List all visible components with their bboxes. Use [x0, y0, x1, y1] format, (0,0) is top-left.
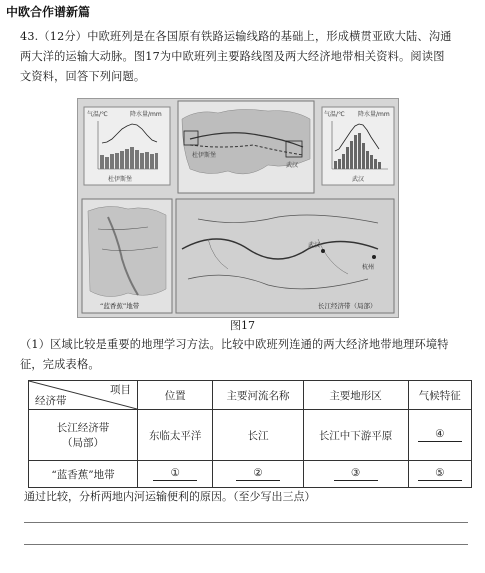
row-name-cell — [29, 410, 138, 461]
yangtze-city-wuhan: 武汉 — [308, 242, 321, 249]
part1-line: （1）区域比较是重要的地理学习方法。比较中欧班列连通的两大经济地带地理环境特 — [20, 338, 449, 351]
answer-blank-2[interactable]: ② — [236, 467, 280, 481]
table-cell[interactable] — [408, 461, 471, 488]
question-text — [20, 27, 475, 87]
part1-text — [20, 335, 475, 375]
table-cell: 长江 — [213, 410, 303, 461]
table-row — [29, 461, 472, 488]
part1-line: 征，完成表格。 — [20, 358, 100, 371]
table-cell[interactable] — [408, 410, 471, 461]
climate-left-title: 气温/℃ — [87, 111, 108, 118]
question-line: 文资料，回答下列问题。 — [20, 70, 146, 83]
table-cell[interactable] — [138, 461, 213, 488]
route-map — [178, 101, 314, 193]
row-name-sub: （局部） — [62, 437, 104, 449]
table-cell: 东临太平洋 — [138, 410, 213, 461]
corner-bottom-label: 经济带 — [35, 395, 67, 407]
climate-left-title2: 降水量/mm — [130, 111, 162, 118]
answer-blank-4[interactable]: ④ — [418, 428, 462, 442]
question-line: 两大洋的运输大动脉。图17为中欧班列主要路线图及两大经济地带相关资料。阅读图 — [20, 50, 445, 63]
table-cell[interactable] — [303, 461, 408, 488]
table-cell[interactable] — [213, 461, 303, 488]
answer-line[interactable] — [24, 544, 468, 545]
part2-text: 通过比较，分析两地内河运输便利的原因。（至少写出三点） — [24, 490, 316, 503]
corner-top-label: 项目 — [110, 384, 131, 396]
blue-banana-label: “蓝香蕉”地带 — [100, 302, 140, 310]
figure-17 — [77, 98, 399, 318]
table-header-row — [29, 381, 472, 410]
map-city-duisburg: 杜伊斯堡 — [192, 152, 217, 159]
figure-caption: 图17 — [230, 319, 255, 332]
table-header-cell: 主要地形区 — [303, 381, 408, 410]
table-header-cell: 气候特征 — [408, 381, 471, 410]
table-header-cell: 主要河流名称 — [213, 381, 303, 410]
blue-banana-map — [82, 199, 172, 313]
answer-blank-3[interactable]: ③ — [334, 467, 378, 481]
answer-blank-5[interactable]: ⑤ — [418, 467, 462, 481]
comparison-table — [28, 380, 472, 488]
climate-right-title2: 降水量/mm — [358, 111, 390, 118]
yangtze-map — [176, 199, 394, 313]
climate-chart-left — [84, 107, 170, 185]
table-header-cell: 位置 — [138, 381, 213, 410]
yangtze-label: 长江经济带（局部） — [318, 302, 377, 310]
map-city-wuhan: 武汉 — [286, 162, 299, 169]
question-line: 43.（12分）中欧班列是在各国原有铁路运输线路的基础上，形成横贯亚欧大陆、沟通 — [20, 30, 452, 43]
climate-left-city: 杜伊斯堡 — [108, 176, 133, 183]
row-name-cell: “蓝香蕉”地带 — [29, 461, 138, 488]
row-name: 长江经济带 — [56, 422, 110, 434]
answer-line[interactable] — [24, 522, 468, 523]
table-corner-cell — [29, 381, 138, 410]
figure-illustration — [78, 99, 398, 317]
section-title: 中欧合作谱新篇 — [6, 5, 91, 19]
table-row — [29, 410, 472, 461]
climate-chart-right — [322, 107, 394, 185]
answer-blank-1[interactable]: ① — [153, 467, 197, 481]
climate-right-city: 武汉 — [352, 176, 365, 183]
climate-right-title: 气温/℃ — [324, 111, 345, 118]
table-cell: 长江中下游平原 — [303, 410, 408, 461]
yangtze-city-hangzhou: 杭州 — [362, 264, 375, 271]
